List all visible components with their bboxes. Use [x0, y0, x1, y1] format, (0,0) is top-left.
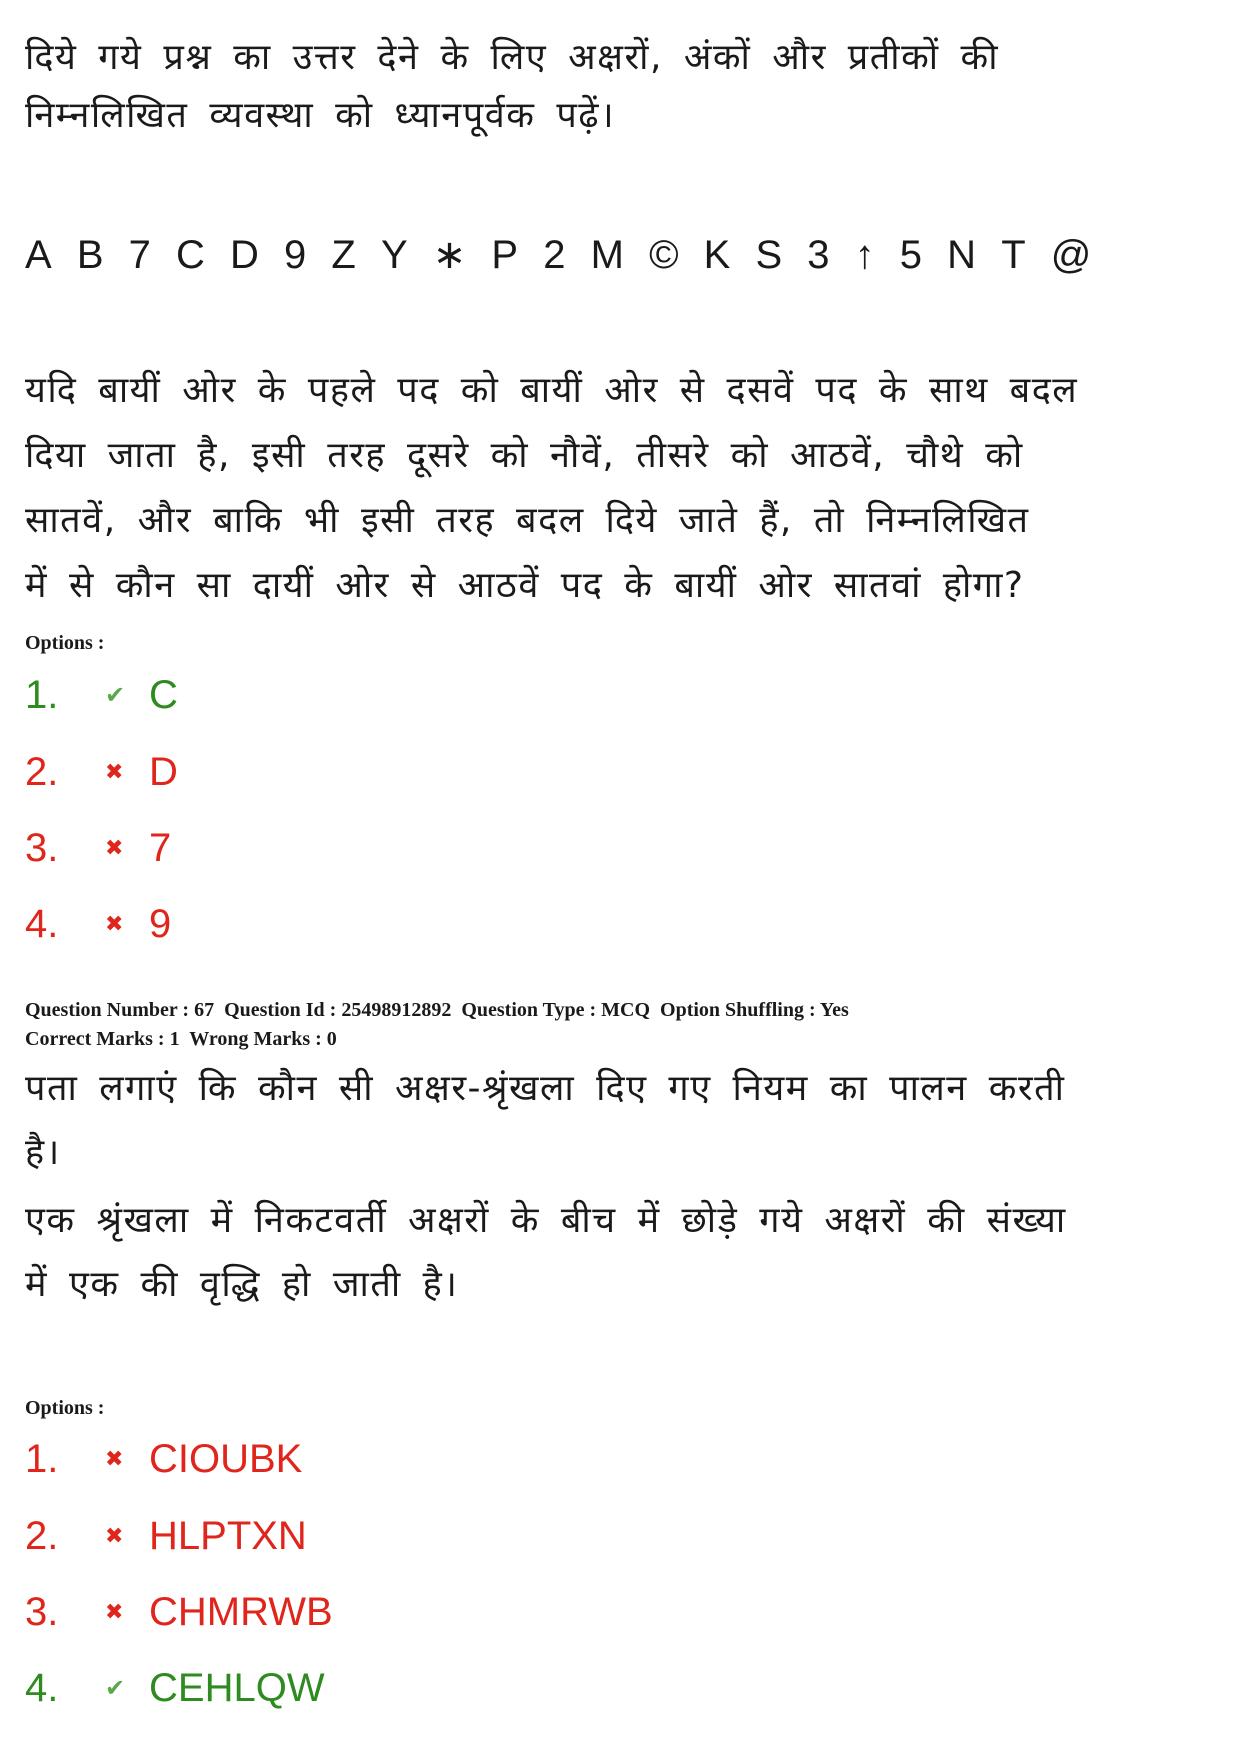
option-number: 4.: [25, 901, 59, 946]
q66-question-line-2: दिया जाता है, इसी तरह दूसरे को नौवें, तीसरे को आठवें, चौथे को: [25, 435, 1024, 476]
sequence-item: 3: [807, 233, 830, 277]
q66-sequence: [25, 232, 1105, 278]
q67-text-line-2: है।: [25, 1132, 61, 1173]
q67-text-line-1: पता लगाएं कि कौन सी अक्षर-श्रृंखला दिए गए नियम का पालन करती: [25, 1068, 1066, 1109]
cross-icon: ✖: [105, 911, 124, 936]
q66-intro-line-2: निम्नलिखित व्यवस्था को ध्यानपूर्वक पढ़ें।: [25, 95, 616, 136]
q67-option-4: [25, 1658, 325, 1718]
sequence-item: Y: [380, 233, 408, 277]
sequence-item: Z: [331, 233, 356, 277]
q66-question-line-1: यदि बायीं ओर के पहले पद को बायीं ओर से दसवें पद के साथ बदल: [25, 370, 1079, 411]
option-number: 1.: [25, 672, 59, 717]
sequence-item: ©: [649, 233, 679, 277]
q67-option-1: [25, 1429, 302, 1489]
cross-icon: ✖: [105, 1599, 124, 1624]
sequence-item: 2: [543, 233, 566, 277]
q67-option-3: [25, 1582, 333, 1642]
option-number: 1.: [25, 1436, 59, 1481]
sequence-item: ↑: [854, 233, 875, 277]
option-text: D: [149, 749, 178, 794]
sequence-item: T: [1001, 233, 1026, 277]
option-text: C: [149, 672, 178, 717]
sequence-item: 7: [128, 233, 151, 277]
q66-question-line-4: में से कौन सा दायीं ओर से आठवें पद के बायीं ओर सातवां होगा?: [25, 565, 1025, 606]
q67-options-label: Options :: [25, 1397, 105, 1419]
option-number: 3.: [25, 825, 59, 870]
cross-icon: ✖: [105, 835, 124, 860]
sequence-item: 5: [899, 233, 923, 277]
option-number: 4.: [25, 1665, 59, 1710]
sequence-item: B: [76, 233, 104, 277]
q67-text-line-4: में एक की वृद्धि हो जाती है।: [25, 1264, 459, 1305]
q66-option-1: [25, 665, 178, 725]
q67-meta-line-2: Correct Marks : 1 Wrong Marks : 0: [25, 1028, 337, 1050]
sequence-item: D: [230, 233, 259, 277]
option-number: 2.: [25, 749, 59, 794]
sequence-item: K: [703, 233, 731, 277]
sequence-item: ∗: [432, 233, 467, 277]
option-text: CIOUBK: [149, 1436, 303, 1481]
q67-text-line-3: एक श्रृंखला में निकटवर्ती अक्षरों के बीच में छोड़े गये अक्षरों की संख्या: [25, 1200, 1067, 1241]
sequence-item: A: [25, 233, 52, 277]
cross-icon: ✖: [105, 1523, 124, 1548]
sequence-item: N: [947, 233, 977, 277]
option-text: CEHLQW: [149, 1665, 325, 1710]
option-number: 3.: [25, 1589, 59, 1634]
q66-option-3: [25, 818, 171, 878]
cross-icon: ✖: [105, 759, 124, 784]
option-text: CHMRWB: [149, 1589, 333, 1634]
option-number: 2.: [25, 1513, 59, 1558]
q66-options-label: Options :: [25, 632, 105, 654]
cross-icon: ✖: [105, 1446, 124, 1471]
q66-intro-line-1: दिये गये प्रश्न का उत्तर देने के लिए अक्षरों, अंकों और प्रतीकों की: [25, 37, 1000, 78]
sequence-item: S: [755, 233, 783, 277]
sequence-item: P: [491, 233, 519, 277]
q67-meta-line-1: Question Number : 67 Question Id : 25498912892 Question Type : MCQ Option Shuffling : Yes: [25, 999, 849, 1021]
q66-question-line-3: सातवें, और बाकि भी इसी तरह बदल दिये जाते हैं, तो निम्नलिखित: [25, 500, 1030, 541]
q66-option-4: [25, 894, 171, 954]
check-icon: ✔: [105, 1674, 126, 1702]
sequence-item: @: [1050, 233, 1092, 277]
option-text: HLPTXN: [149, 1513, 307, 1558]
option-text: 7: [149, 825, 172, 870]
check-icon: ✔: [105, 681, 126, 709]
sequence-item: C: [176, 233, 205, 277]
sequence-item: 9: [284, 233, 307, 277]
option-text: 9: [149, 901, 172, 946]
q66-option-2: [25, 742, 178, 802]
sequence-item: M: [590, 233, 624, 277]
q67-option-2: [25, 1506, 307, 1566]
